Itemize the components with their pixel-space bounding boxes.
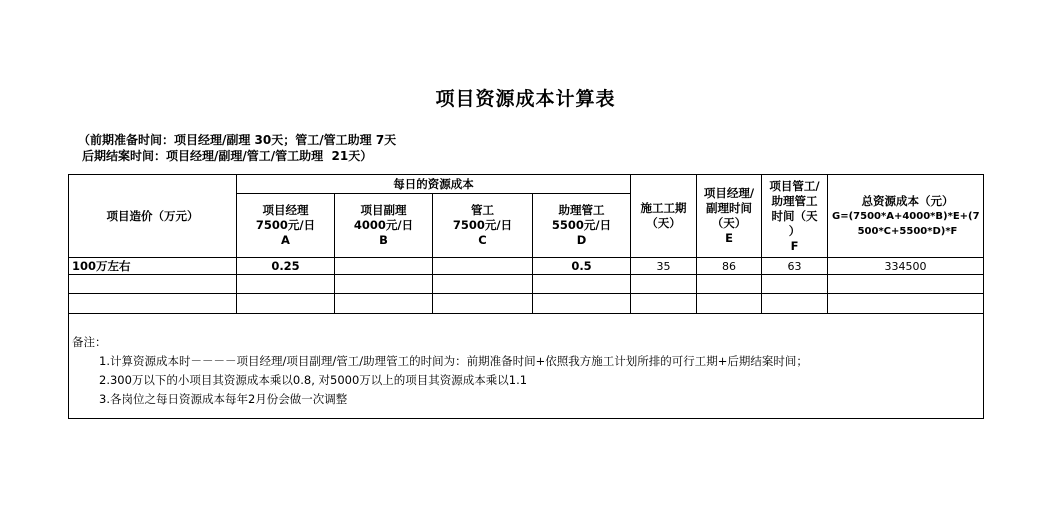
remark-item-3: 3.各岗位之每日资源成本每年2月份会做一次调整 — [99, 392, 348, 406]
prep-time-note: （前期准备时间：项目经理/副理 30天；管工/管工助理 7天 — [78, 133, 397, 147]
row1-total-cost: 334500 — [884, 259, 927, 273]
grid-line — [69, 293, 983, 294]
header-construction-period — [631, 175, 696, 257]
header-foreman-rate-line3: C — [478, 233, 487, 247]
header-pm-time-line1: 项目经理/ — [703, 186, 755, 200]
header-foreman-rate-line2: 7500元/日 — [452, 218, 513, 232]
header-pm-time — [697, 175, 761, 257]
grid-line — [69, 313, 983, 314]
header-foreman-time-line2: 助理管工 — [771, 193, 818, 208]
header-pm-time-line3: （天） — [711, 216, 747, 230]
close-time-note: 后期结案时间：项目经理/副理/管工/管工助理 21天） — [82, 149, 373, 163]
header-assistant-rate-line2: 5500元/日 — [551, 218, 612, 232]
header-foreman-time-line5: F — [790, 238, 799, 253]
row1-assistant-qty: 0.5 — [571, 258, 592, 273]
row1-project-cost: 100万左右 — [72, 258, 131, 273]
header-project-cost: 项目造价（万元） — [106, 208, 199, 223]
header-total-formula-line2: 500*C+5500*D)*F — [857, 225, 958, 237]
header-dpm-rate-line2: 4000元/日 — [353, 218, 414, 232]
header-foreman-time — [762, 175, 827, 257]
header-foreman-time-line4: ） — [788, 223, 801, 238]
row1-period-days: 35 — [656, 259, 671, 273]
header-assistant-rate-line3: D — [576, 233, 587, 247]
remark-item-1: 1.计算资源成本时－－－－项目经理/项目副理/管工/助理管工的时间为：前期准备时间+依照我方施工计划所排的可行工期+后期结案时间； — [99, 354, 808, 368]
header-dpm-rate — [335, 194, 432, 257]
row1-pm-days: 86 — [722, 259, 736, 273]
sheet-title: 项目资源成本计算表 — [435, 88, 616, 110]
header-pm-rate-line1: 项目经理 — [262, 203, 309, 217]
header-pm-time-line4: E — [725, 231, 733, 245]
remarks — [72, 333, 808, 409]
header-total-formula-line1: G=(7500*A+4000*B)*E+(7 — [832, 210, 980, 222]
header-assistant-rate-line1: 助理管工 — [558, 203, 605, 217]
row1-dpm-qty — [335, 258, 432, 274]
remark-item-2: 2.300万以下的小项目其资源成本乘以0.8, 对5000万以上的项目其资源成本乘以1.1 — [99, 373, 528, 387]
header-pm-rate-line3: A — [281, 233, 290, 247]
header-pm-time-line2: 副理时间 — [706, 201, 752, 215]
header-foreman-rate-line1: 管工 — [471, 203, 494, 217]
header-foreman-rate — [433, 194, 532, 257]
header-dpm-rate-line1: 项目副理 — [360, 203, 407, 217]
row1-pm-qty: 0.25 — [271, 258, 300, 273]
remarks-heading: 备注： — [72, 335, 107, 349]
header-dpm-rate-line3: B — [379, 233, 388, 247]
header-pm-rate-line2: 7500元/日 — [255, 218, 316, 232]
header-daily-cost-group: 每日的资源成本 — [393, 176, 474, 191]
header-total-line1: 总资源成本（元） — [861, 193, 954, 208]
row1-foreman-qty — [433, 258, 532, 274]
cost-table — [68, 174, 984, 419]
header-foreman-time-line1: 项目管工/ — [769, 178, 820, 193]
grid-line — [69, 274, 983, 275]
header-period-line1: 施工工期 — [640, 201, 687, 215]
header-pm-rate — [237, 194, 334, 257]
header-foreman-time-line3: 时间（天 — [771, 208, 818, 223]
header-period-line2: （天） — [646, 216, 681, 230]
header-assistant-rate — [533, 194, 630, 257]
row1-foreman-days: 63 — [787, 259, 802, 273]
header-total-cost — [828, 175, 983, 257]
